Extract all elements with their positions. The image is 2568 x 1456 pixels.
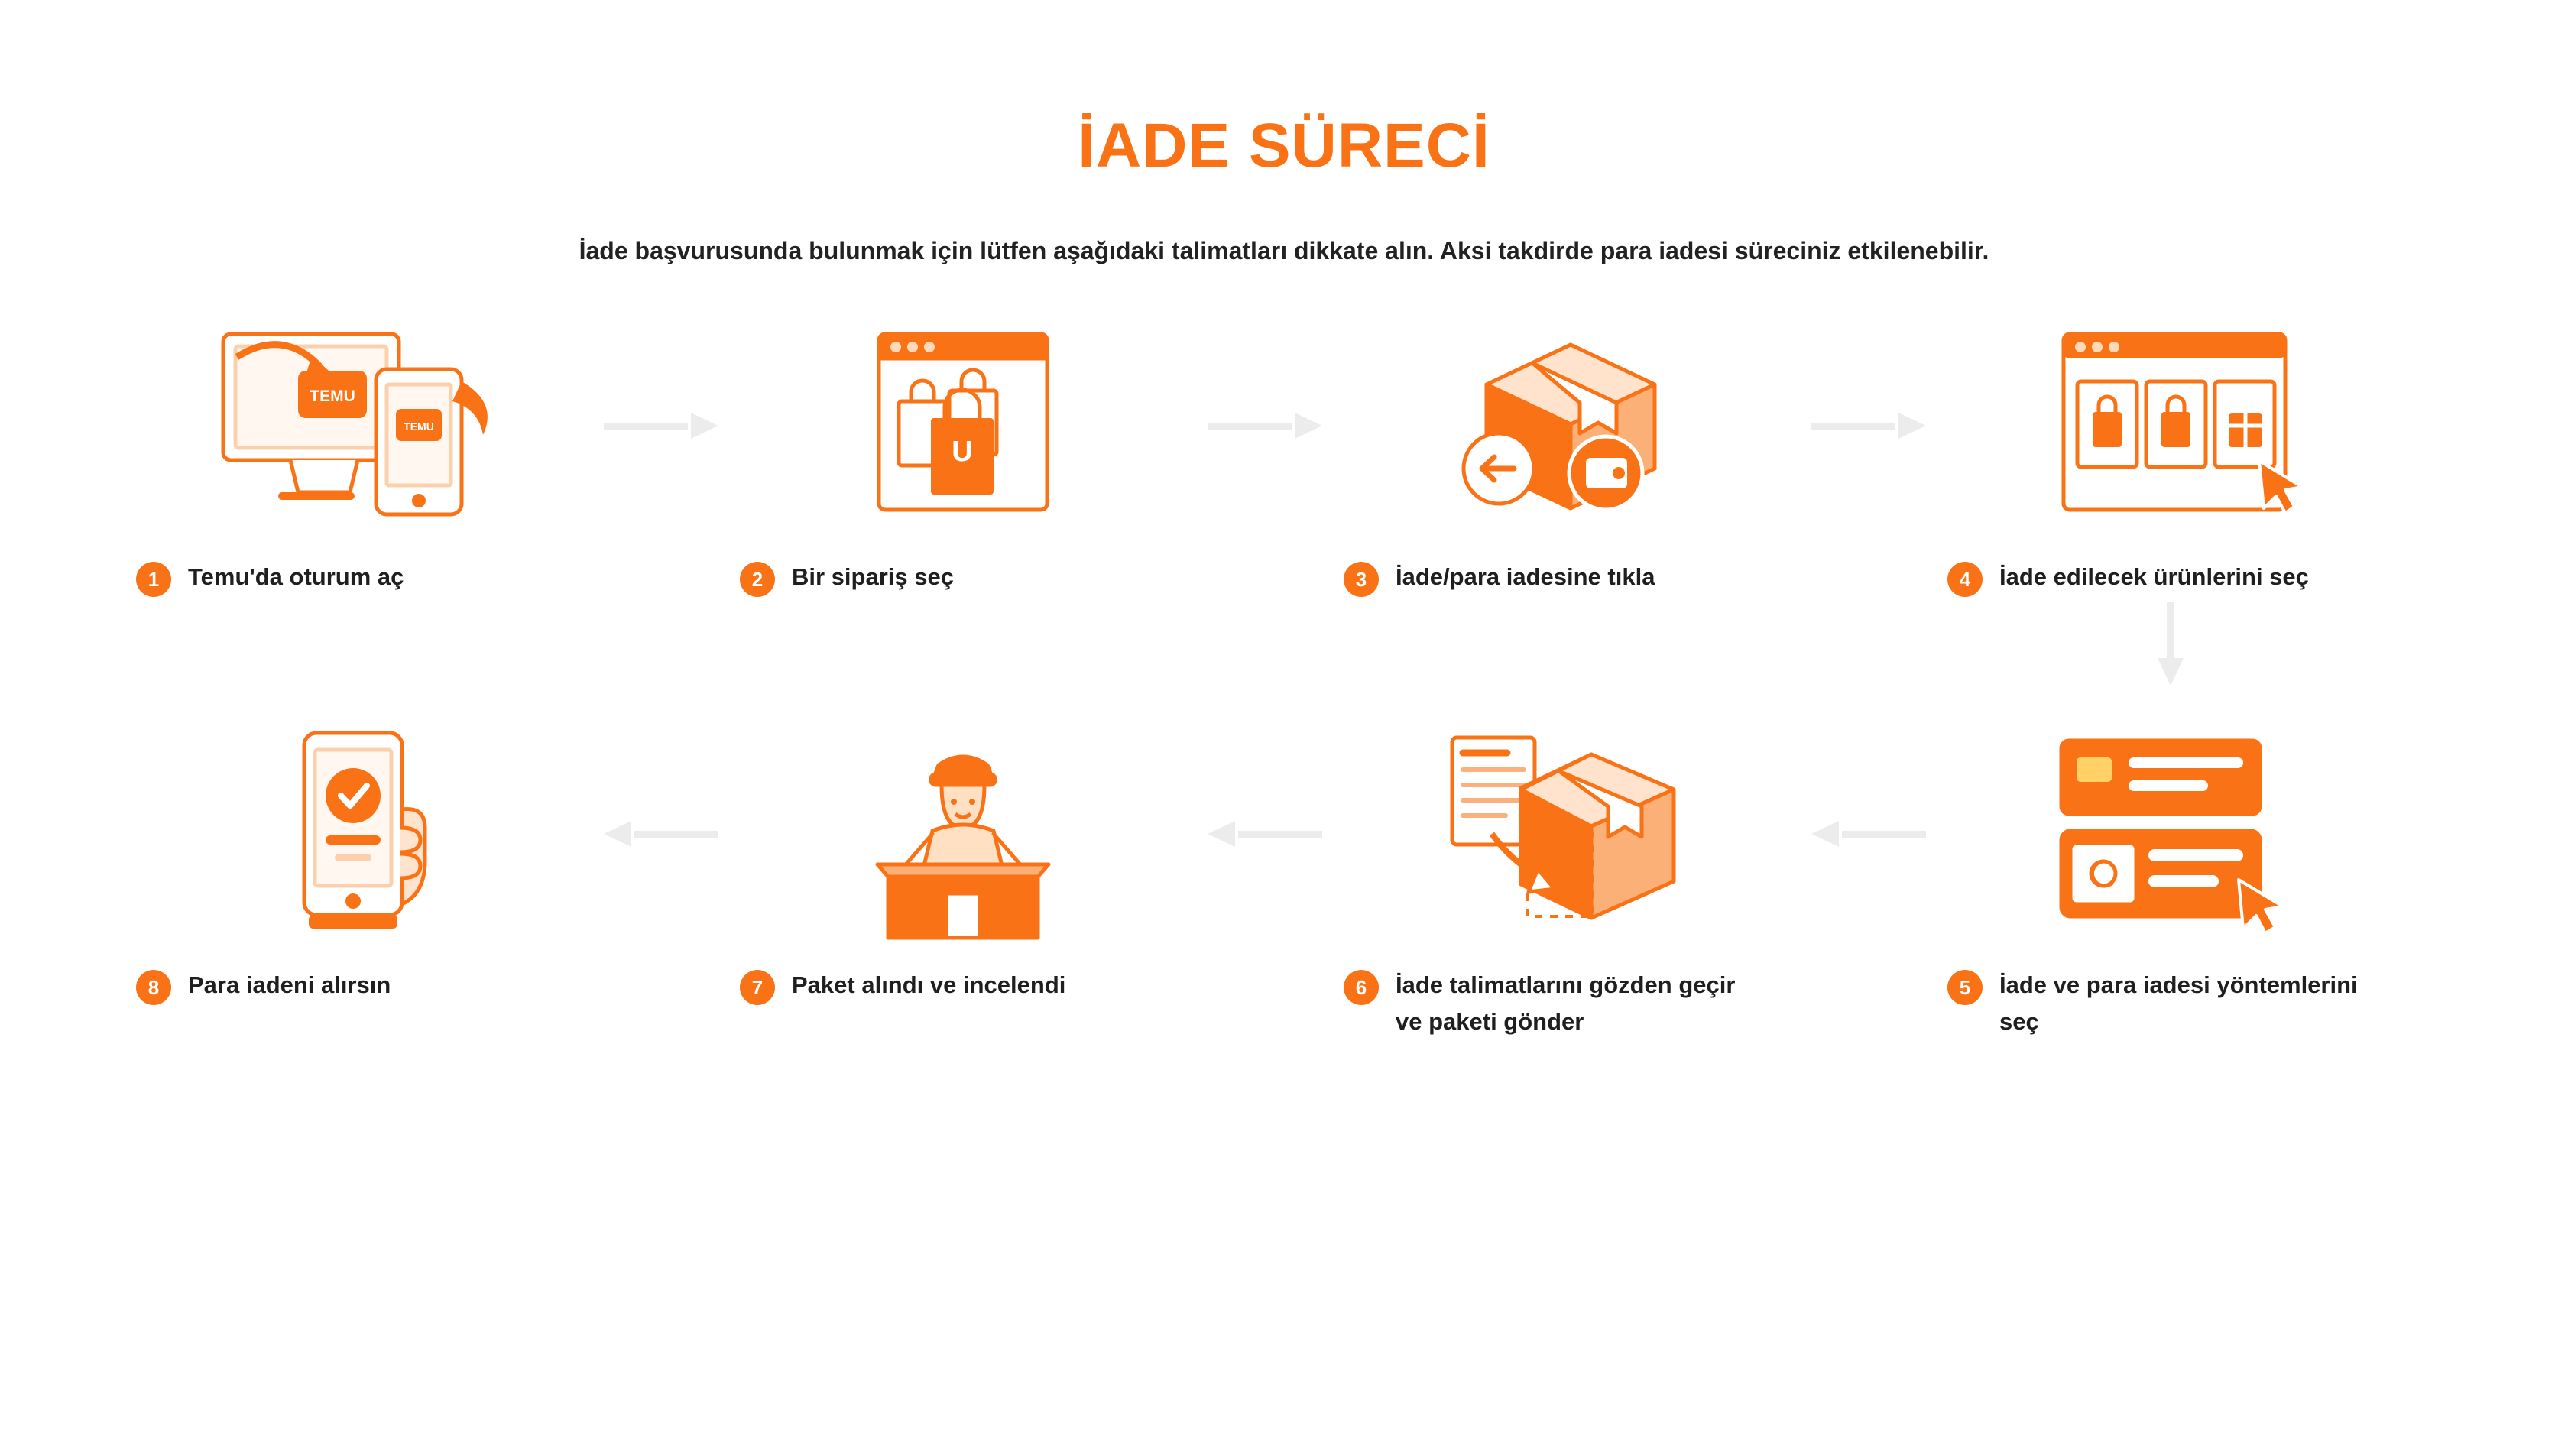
flow-step-7-caption (718, 967, 1208, 1005)
step-label: Paket alındı ve incelendi (792, 971, 1066, 998)
step-number-badge: 6 (1344, 970, 1379, 1005)
step-label: İade talimatlarını gözden geçir ve paketi gönder (1396, 971, 1736, 1036)
step-number-badge: 1 (136, 562, 171, 597)
flow-step-1 (115, 311, 604, 597)
svg-text:TEMU: TEMU (310, 388, 355, 405)
step-label: İade/para iadesine tıkla (1396, 563, 1655, 590)
step-number-badge: 3 (1344, 562, 1379, 597)
instructions-and-package-icon (1437, 719, 1697, 941)
flow-step-3 (1322, 311, 1811, 597)
flow-step-7 (718, 719, 1208, 1005)
flow-step-5-caption (1926, 967, 2415, 1040)
flow-row-top (115, 311, 2453, 686)
return-process-flowchart (115, 265, 2453, 1040)
flow-step-4 (1926, 311, 2415, 686)
flow-step-1-caption (115, 559, 604, 597)
step-number-badge: 8 (136, 970, 171, 1005)
desktop-and-phone-login-icon (199, 311, 520, 533)
flow-step-8-caption (115, 967, 604, 1005)
flow-step-6 (1322, 719, 1811, 1040)
svg-text:TEMU: TEMU (404, 420, 434, 433)
step-label: Para iadeni alırsın (188, 971, 391, 998)
page-title: İADE SÜRECİ (1078, 111, 1490, 180)
flow-step-5 (1926, 719, 2415, 1040)
step-label: Temu'da oturum aç (188, 563, 404, 590)
step-number-badge: 5 (1947, 970, 1983, 1005)
flow-arrow-2-to-3 (1208, 311, 1322, 540)
worker-inspecting-package-icon (841, 719, 1085, 941)
page-header (0, 0, 2568, 265)
flow-step-3-caption (1322, 559, 1811, 597)
step-label: İade edilecek ürünlerini seç (1999, 563, 2309, 590)
step-number-badge: 2 (740, 562, 775, 597)
box-return-refund-icon (1441, 311, 1693, 533)
svg-text:U: U (952, 436, 973, 468)
step-number-badge: 4 (1947, 562, 1983, 597)
flow-arrow-1-to-2 (604, 311, 718, 540)
payment-method-select-icon (2044, 719, 2297, 941)
flow-step-6-caption (1322, 967, 1811, 1040)
flow-step-2 (718, 311, 1208, 597)
phone-refund-confirmed-icon (245, 719, 474, 941)
step-label: Bir sipariş seç (792, 563, 954, 590)
page-subtitle: İade başvurusunda bulunmak için lütfen aşağıdaki talimatları dikkate alın. Aksi takdirde para iadesi süreciniz etkilenebilir. (579, 237, 1989, 264)
flow-arrow-5-to-6 (1811, 719, 1926, 949)
step-number-badge: 7 (740, 970, 775, 1005)
flow-arrow-7-to-8 (604, 719, 718, 949)
step-label: İade ve para iadesi yöntemlerini seç (1999, 971, 2358, 1036)
flow-step-2-caption (718, 559, 1208, 597)
browser-select-products-icon (2041, 311, 2300, 533)
flow-arrow-3-to-4 (1811, 311, 1926, 540)
flow-step-4-caption (1926, 559, 2415, 597)
flow-arrow-4-to-5 (1926, 597, 2415, 686)
flow-row-bottom (115, 719, 2453, 1040)
browser-order-select-icon (848, 311, 1078, 533)
flow-arrow-6-to-7 (1208, 719, 1322, 949)
flow-step-8 (115, 719, 604, 1005)
